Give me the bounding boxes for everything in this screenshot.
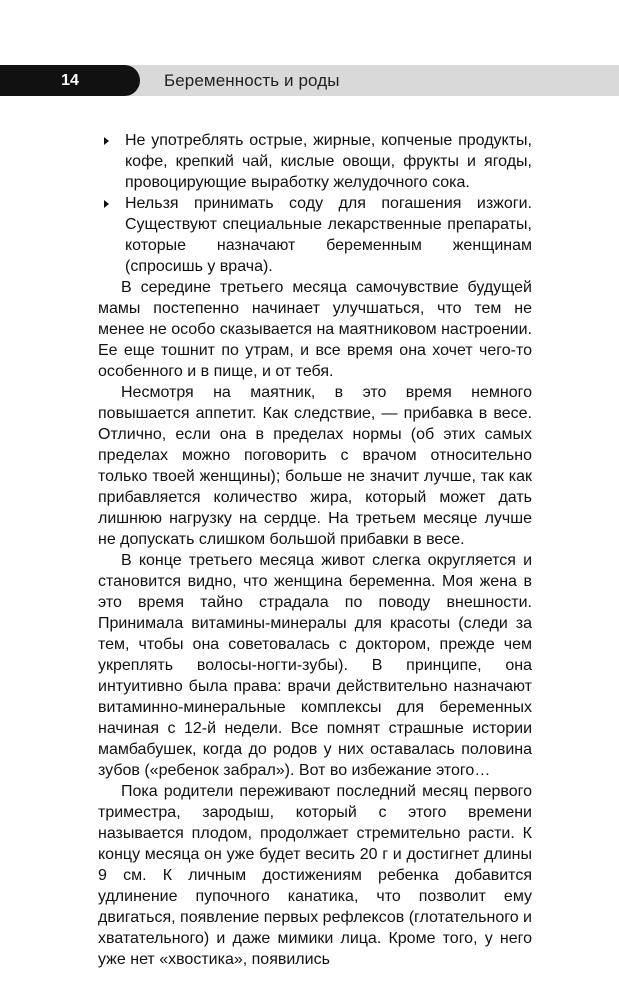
running-title: Беременность и роды (164, 71, 340, 90)
bullet-text: Не употреблять острые, жирные, копченые продукты, кофе, крепкий чай, кислые овощи, фрукты и ягоды, провоцирующие выработку желудочного сока. (125, 132, 532, 191)
bullet-item (98, 130, 532, 193)
bullet-list (98, 130, 532, 277)
page-number: 14 (61, 71, 79, 89)
paragraph: В конце третьего месяца живот слегка округляется и становится видно, что женщина беременна. Моя жена в это время тайно страдала по поводу внешности. Принимала витамины-минералы для красоты (следи за тем, чтобы она советовалась с доктором, прежде чем укреплять волосы-ногти-зубы). В принципе, она интуитивно была права: врачи действительно назначают витаминно-минеральные комплексы для беременных начиная с 12-й недели. Все помнят страшные истории мамбабушек, когда до родов у них оставалась половина зубов («ребенок забрал»). Вот во избежание этого… (98, 552, 532, 779)
triangle-bullet-icon (104, 200, 109, 208)
bullet-text: Нельзя принимать соду для погашения изжоги. Существуют специальные лекарственные препараты, которые назначают беременным женщинам (спросишь у врача). (125, 195, 532, 275)
paragraph: В середине третьего месяца самочувствие будущей мамы постепенно начинает улучшаться, что тем не менее не особо сказывается на маятниковом настроении. Ее еще тошнит по утрам, и все время она хочет чего-то особенного и в пище, и от тебя. (98, 279, 532, 380)
bullet-item (98, 193, 532, 277)
page-number-tab (0, 65, 140, 96)
page-header (0, 65, 619, 96)
triangle-bullet-icon (104, 137, 109, 145)
page-body (98, 130, 532, 970)
paragraph: Пока родители переживают последний месяц первого триместра, зародыш, который с этого времени называется плодом, продолжает стремительно расти. К концу месяца он уже будет весить 20 г и достигнет длины 9 см. К личным достижениям ребенка добавится удлинение пупочного канатика, что позволит ему двигаться, появление первых рефлексов (глотательного и хватательного) и даже мимики лица. Кроме того, у него уже нет «хвостика», появились (98, 783, 532, 968)
paragraph: Несмотря на маятник, в это время немного повышается аппетит. Как следствие, — прибавка в весе. Отлично, если она в пределах нормы (об этих самых пределах можно поговорить с врачом относительно только твоей женщины); больше не значит лучше, так как прибавляется количество жира, который может дать лишнюю нагрузку на сердце. На третьем месяце лучше не допускать слишком большой прибавки в весе. (98, 384, 532, 548)
